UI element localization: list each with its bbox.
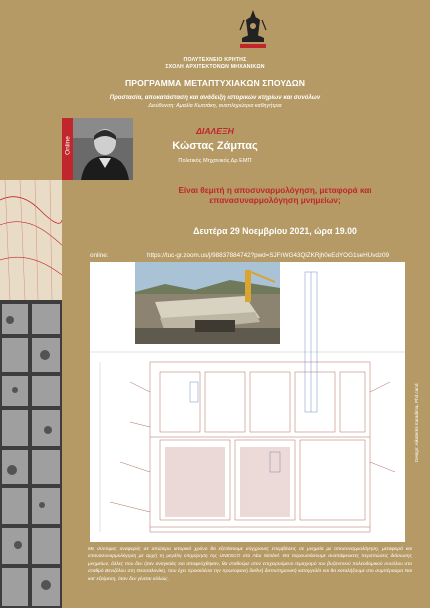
excavation-photo-icon	[135, 262, 280, 344]
lecture-heading: ΔΙΑΛΕΞΗ	[196, 126, 234, 136]
school-name-line2: ΣΧΟΛΗ ΑΡΧΙΤΕΚΤΟΝΩΝ ΜΗΧΑΝΙΚΩΝ	[165, 64, 265, 70]
excavation-site-photo	[135, 262, 280, 344]
design-credit: Design: Aikaterini Karadima, Phd cand.	[414, 382, 419, 462]
program-title: ΠΡΟΓΡΑΜΜΑ ΜΕΤΑΠΤΥΧΙΑΚΩΝ ΣΠΟΥΔΩΝ	[124, 78, 306, 88]
school-name-line1: ΠΟΛΥΤΕΧΝΕΙΟ ΚΡΗΤΗΣ	[183, 57, 247, 63]
speaker-name: Κώστας Ζάμπας	[172, 140, 258, 152]
zoom-link[interactable]: https://tuc-gr.zoom.us/j/98837884742?pwd=SJFrWG43QlZKRjh0eEdYOG1seHUvdz09	[147, 252, 390, 259]
university-seal-icon	[236, 8, 270, 54]
lecture-description: Με σύντομες αναφορές σε απώτερο ιστορικό χρόνο θα εξετάσουμε σύγχρονες επεμβάσεις σε μνημεία με αποσυναρμολόγηση, μεταφορά και επανασυναρμολόγηση με αρχή τη μεγάλη επιχείρηση της UNESCO στο Abu Simbel. Θα παρουσιάσουμε αναπάφευκτες περιπτώσεις διάσωσης μνημείων, άλλες που δεν ήταν αναγκαίες και αποφεύχθηκαν, θα σταθούμε στον επιχειρούμενο τεμαχισμό του βυζαντινού πολεοδομικού συνόλου στο σταθμό Βενιζέλου στη Θεσσαλονίκη, που έχει προκαλέσει την πρωτοφανή διεθνή διεπιστημονική καταγγελία και θα καταλήξουμε στο συμπέρασμα Ναι και' εξαίρεση, όταν δεν γίνεται αλλιώς.	[88, 547, 412, 582]
online-badge-label: Online	[64, 136, 72, 155]
collage-strip	[0, 180, 62, 608]
lecture-datetime: Δευτέρα 29 Νοεμβρίου 2021, ώρα 19.00	[193, 226, 357, 236]
aerial-map-collage	[0, 180, 62, 608]
online-link-label: online:	[90, 252, 109, 259]
program-subtitle: Προστασία, αποκατάσταση και ανάδειξη ιστορικών κτηρίων και συνόλων	[109, 94, 321, 101]
speaker-title: Πολιτικός Μηχανικός Δρ ΕΜΠ	[178, 158, 252, 164]
lecture-topic: Είναι θεμιτή η αποσυναρμολόγηση, μεταφορά και επανασυναρμολόγηση μνημείων;	[178, 186, 372, 205]
program-director: Διεύθυνση: Αμαλία Κωτσάκη, αναπληρώτρια καθηγήτρια	[148, 103, 282, 109]
